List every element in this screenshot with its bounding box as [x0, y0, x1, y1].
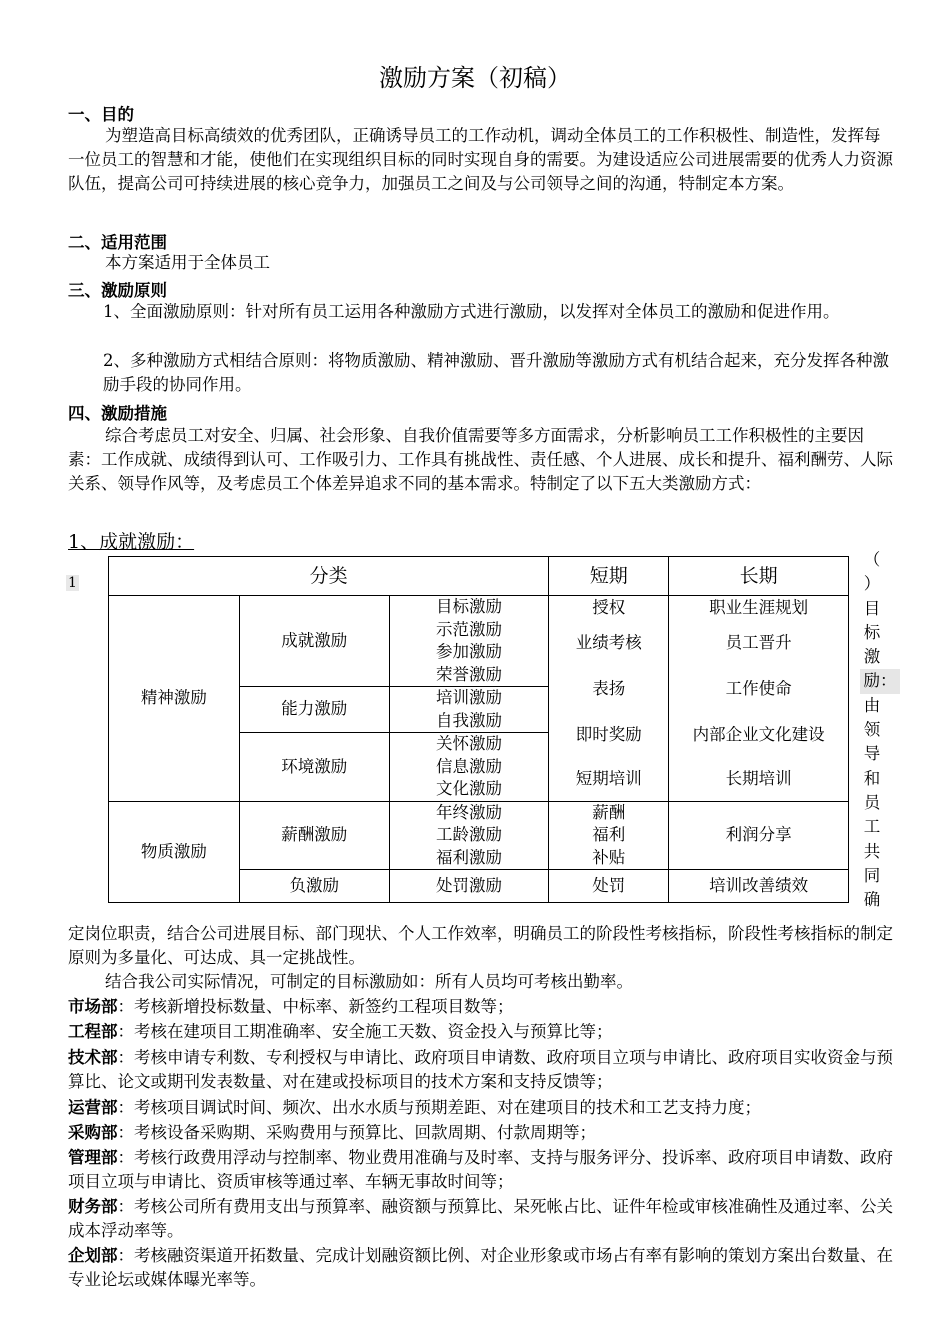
dept-name: 市场部 [68, 997, 118, 1016]
dept-name: 企划部 [68, 1246, 118, 1265]
list-item: 薪酬 [592, 802, 626, 822]
principle-item-1: 1、全面激励原则：针对所有员工运用各种激励方式进行激励，以发挥对全体员工的激励和促进作用。 [103, 302, 840, 321]
short-term-column [549, 596, 669, 802]
long-term-item: 内部企业文化建设 [692, 725, 825, 744]
vertical-char: 由 [863, 695, 881, 715]
list-item: 工龄激励 [435, 825, 502, 844]
section-heading-principles: 三、激励原则 [68, 281, 167, 300]
page-title: 激励方案（初稿） [379, 64, 571, 92]
dept-entry [68, 1020, 896, 1044]
subcategory-ability: 能力激励 [239, 687, 389, 733]
vertical-char: 员 [863, 792, 881, 812]
list-item: 示范激励 [435, 619, 502, 639]
dept-entry [68, 1121, 896, 1145]
list-item: 福利 [592, 825, 626, 844]
salary-long-term: 利润分享 [669, 801, 849, 870]
dept-text: ：考核新增投标数量、中标率、新签约工程项目数等； [117, 997, 514, 1016]
target-paragraph: 定岗位职责，结合公司进展目标、部门现状、个人工作效率，明确员工的阶段性考核指标，阶段性考核指标的制定原则为多量化、可达成、具一定挑战性。 [68, 924, 893, 967]
short-term-item: 业绩考核 [575, 633, 642, 652]
subcategory-negative: 负激励 [239, 870, 389, 903]
dept-name: 采购部 [68, 1123, 118, 1142]
dept-name: 技术部 [68, 1048, 118, 1067]
measures-paragraph: 综合考虑员工对安全、归属、社会形象、自我价值需要等多方面需求，分析影响员工工作积极性的主要因素：工作成就、成绩得到认可、工作吸引力、工作具有挑战性、责任感、个人进展、成长和提升、福利酬劳、人际关系、领导作风等，及考虑员工个体差异追求不同的基本需求。特制定了以下五大类激励方式： [68, 426, 893, 493]
negative-item: 处罚激励 [389, 870, 549, 903]
dept-text: ：考核项目调试时间、频次、出水水质与预期差距、对在建项目的技术和工艺支持力度； [117, 1098, 761, 1117]
list-item: 自我激励 [435, 710, 502, 730]
short-term-item: 授权 [592, 598, 626, 617]
list-item: 文化激励 [435, 779, 502, 798]
example-paragraph: 结合我公司实际情况，可制定的目标激励如：所有人员均可考核出勤率。 [105, 972, 633, 991]
list-marker: 1 [68, 575, 77, 591]
dept-name: 财务部 [68, 1197, 118, 1216]
vertical-char: ） [863, 574, 881, 594]
vertical-text-column [860, 548, 897, 912]
vertical-char: 导 [863, 744, 881, 764]
long-term-item: 长期培训 [725, 769, 792, 788]
list-item: 年终激励 [435, 802, 502, 822]
header-category: 分类 [109, 557, 549, 596]
dept-text: ：考核申请专利数、专利授权与申请比、政府项目申请数、政府项目立项与申请比、政府项目实收资金与预算比、论文或期刊发表数量、对在建或投标项目的技术方案和支持反馈等； [68, 1048, 893, 1091]
vertical-char: 激 [863, 647, 881, 667]
vertical-char: 励： [860, 669, 900, 693]
list-item: 关怀激励 [435, 734, 502, 753]
vertical-char: 目 [863, 598, 881, 618]
section-heading-purpose: 一、目的 [68, 105, 134, 124]
dept-name: 运营部 [68, 1098, 118, 1117]
dept-name: 工程部 [68, 1022, 118, 1041]
section-heading-measures: 四、激励措施 [68, 404, 167, 423]
list-item: 信息激励 [435, 756, 502, 776]
dept-entry [68, 1096, 896, 1120]
subcategory-environment: 环境激励 [239, 733, 389, 802]
vertical-char: 和 [863, 768, 881, 788]
vertical-char: （ [863, 550, 881, 569]
long-term-column [669, 596, 849, 802]
long-term-item: 工作使命 [725, 679, 792, 698]
salary-items [389, 801, 549, 870]
dept-text: ：考核行政费用浮动与控制率、物业费用准确与及时率、支持与服务评分、投诉率、政府项目申请数、政府项目立项与申请比、资质审核等通过率、车辆无事故时间等； [68, 1148, 893, 1191]
list-item: 培训激励 [435, 688, 502, 707]
negative-short-term: 处罚 [549, 870, 669, 903]
dept-text: ：考核设备采购期、采购费用与预算比、回款周期、付款周期等； [117, 1123, 596, 1142]
vertical-char: 领 [863, 720, 881, 740]
dept-text: ：考核在建项目工期准确率、安全施工天数、资金投入与预算比等； [117, 1022, 613, 1041]
list-item: 目标激励 [435, 597, 502, 616]
dept-entry [68, 1046, 896, 1094]
principle-item-2: 2、多种激励方式相结合原则：将物质激励、精神激励、晋升激励等激励方式有机结合起来，充分发挥各种激励手段的协同作用。 [103, 351, 889, 394]
list-item: 补贴 [592, 847, 626, 867]
category-material: 物质激励 [109, 801, 240, 903]
purpose-paragraph: 为塑造高目标高绩效的优秀团队，正确诱导员工的工作动机，调动全体员工的工作积极性、制造性，发挥每一位员工的智慧和才能，使他们在实现组织目标的同时实现自身的需要。为建设适应公司进展需要的优秀人力资源队伍，提高公司可持续进展的核心竞争力，加强员工之间及与公司领导之间的沟通，特制定本方案。 [68, 126, 893, 193]
dept-name: 管理部 [68, 1148, 118, 1167]
category-spiritual: 精神激励 [109, 596, 240, 802]
list-item: 参加激励 [435, 642, 502, 661]
ability-items [389, 687, 549, 733]
short-term-item: 短期培训 [575, 769, 642, 788]
subcategory-salary: 薪酬激励 [239, 801, 389, 870]
long-term-item: 员工晋升 [725, 633, 792, 652]
short-term-item: 表扬 [592, 679, 626, 698]
negative-long-term: 培训改善绩效 [669, 870, 849, 903]
list-item: 福利激励 [435, 847, 502, 867]
vertical-char: 同 [863, 865, 881, 885]
achievement-items [389, 596, 549, 687]
incentive-table [108, 556, 849, 903]
section-heading-scope: 二、适用范围 [68, 233, 167, 252]
vertical-char: 工 [863, 817, 881, 837]
long-term-item: 职业生涯规划 [709, 598, 809, 617]
dept-entry [68, 1244, 896, 1292]
subcategory-achievement: 成就激励 [239, 596, 389, 687]
dept-entry [68, 1146, 896, 1194]
dept-text: ：考核公司所有费用支出与预算率、融资额与预算比、呆死帐占比、证件年检或审核准确性及通过率、公关成本浮动率等。 [68, 1197, 893, 1240]
vertical-char: 共 [863, 841, 881, 861]
scope-paragraph: 本方案适用于全体员工 [105, 253, 270, 272]
subsection-heading-achievement: 1、成就激励： [68, 531, 195, 553]
dept-text: ：考核融资渠道开拓数量、完成计划融资额比例、对企业形象或市场占有率有影响的策划方案出台数量、在专业论坛或媒体曝光率等。 [68, 1246, 893, 1289]
short-term-item: 即时奖励 [575, 725, 642, 744]
vertical-char: 确 [863, 890, 881, 910]
vertical-char: 标 [863, 622, 881, 642]
header-short-term: 短期 [549, 557, 669, 596]
salary-short-term [549, 801, 669, 870]
dept-entry [68, 1195, 896, 1243]
header-long-term: 长期 [669, 557, 849, 596]
dept-entry [68, 995, 896, 1019]
list-item: 荣誉激励 [435, 664, 502, 684]
environment-items [389, 733, 549, 802]
